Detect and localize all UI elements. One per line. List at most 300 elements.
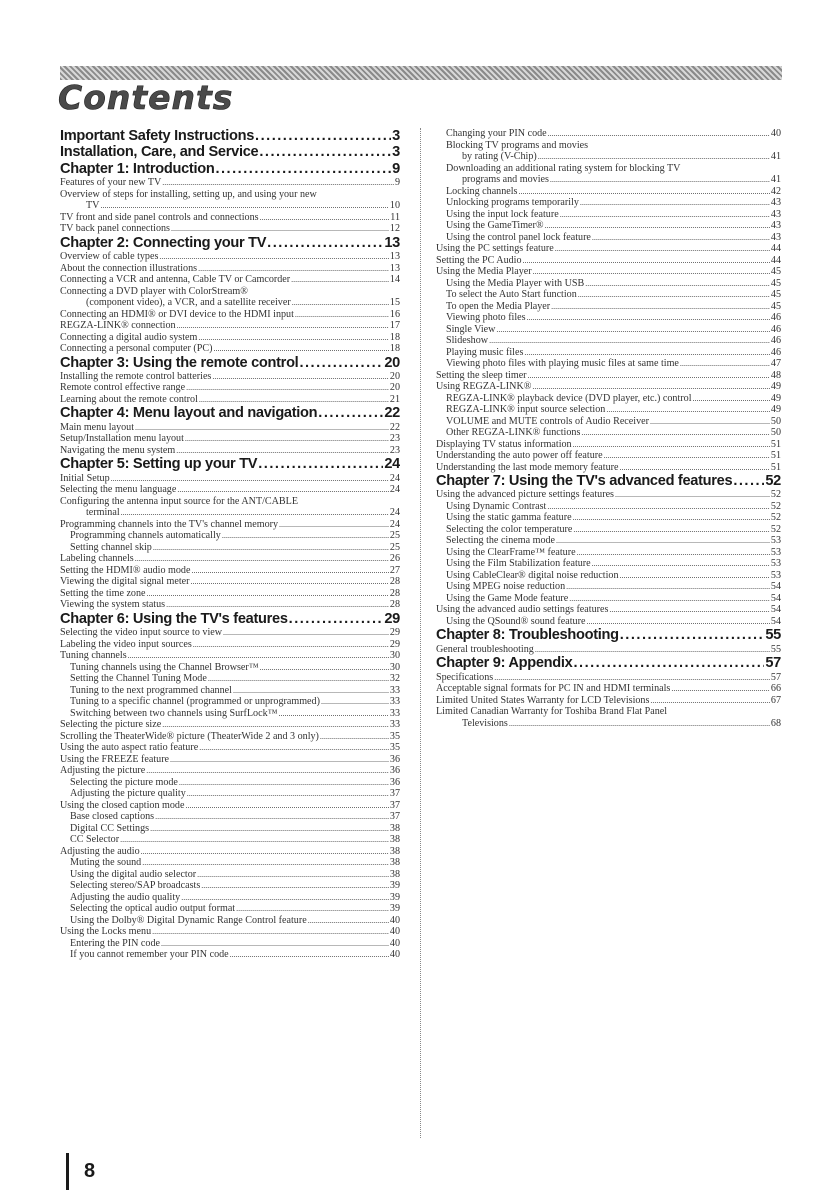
toc-entry[interactable] [60,507,400,519]
toc-dot-leader [146,765,389,777]
toc-dot-leader [198,332,389,344]
toc-entry[interactable] [436,128,781,140]
toc-entry[interactable] [436,220,781,232]
toc-entry-page: 36 [389,765,400,777]
toc-entry[interactable] [436,524,781,536]
toc-entry-title: Using REGZA-LINK® [436,381,532,392]
toc-dot-leader [550,174,770,186]
toc-entry[interactable] [60,542,400,554]
toc-entry-title: Selecting the picture mode [70,776,178,788]
toc-entry-title: Tuning channels using the Channel Browser™ [70,661,259,673]
toc-entry-page: 24 [389,507,400,519]
toc-entry-page: 49 [770,404,781,415]
toc-entry[interactable] [436,512,781,524]
toc-entry-title: Slideshow [446,335,489,346]
toc-entry[interactable] [436,547,781,559]
toc-entry-title: terminal [86,507,120,519]
toc-entry-title: Remote control effective range [60,382,186,394]
toc-entry[interactable] [436,404,781,416]
toc-entry-title: REGZA-LINK® connection [60,320,176,332]
toc-entry[interactable] [436,243,781,255]
toc-entry[interactable] [60,433,400,445]
toc-entry[interactable] [436,151,781,163]
toc-entry-title: Using the PC settings feature [436,243,554,254]
toc-entry[interactable] [60,263,400,275]
toc-entry[interactable] [436,644,781,656]
toc-entry[interactable] [60,274,400,286]
toc-dot-leader [733,473,764,489]
toc-entry-title: Blocking TV programs and movies [446,139,589,151]
toc-dot-leader [215,161,391,177]
toc-dot-leader [527,312,770,324]
toc-entry[interactable] [60,685,400,697]
toc-dot-leader [236,903,389,915]
toc-dot-leader [159,251,389,263]
toc-entry[interactable] [60,650,400,662]
toc-entry-title: Connecting an HDMI® or DVI device to the HDMI input [60,308,294,320]
toc-entry-page: 13 [389,251,400,263]
toc-dot-leader [279,708,389,720]
toc-entry[interactable] [60,177,400,189]
toc-dot-leader [198,263,389,275]
toc-entry-title: TV front and side panel controls and connections [60,211,259,223]
toc-entry-page: 66 [770,683,781,695]
toc-dot-leader [528,370,770,382]
toc-entry-title: Setup/Installation menu layout [60,433,184,445]
toc-entry-title: Viewing the system status [60,599,166,611]
toc-chapter-entry[interactable] [60,611,400,627]
toc-dot-leader [186,382,389,394]
toc-dot-leader [120,834,389,846]
toc-entry-title: Using the FREEZE feature [60,753,170,765]
toc-entry[interactable] [60,926,400,938]
toc-dot-leader [615,489,770,501]
toc-dot-leader [604,450,770,462]
toc-dot-leader [538,151,770,163]
toc-dot-leader [100,200,388,212]
toc-entry[interactable] [436,232,781,244]
toc-chapter-entry[interactable] [60,456,400,472]
toc-entry[interactable] [60,777,400,789]
toc-entry-page: 45 [770,289,781,300]
toc-dot-leader [161,938,389,950]
page-number: 8 [84,1160,96,1182]
toc-entry[interactable] [60,200,400,212]
toc-entry-title: Viewing photo files [446,312,526,323]
toc-entry[interactable] [436,718,781,730]
toc-entry[interactable] [60,484,400,496]
toc-entry-title: Switching between two channels using SurfLock™ [70,707,278,719]
toc-entry[interactable] [436,186,781,198]
toc-entry[interactable] [436,393,781,405]
toc-entry[interactable] [436,335,781,347]
toc-entry-page: 53 [770,535,781,547]
toc-entry-title: Using the digital audio selector [70,868,197,880]
toc-entry-page: 10 [389,200,400,212]
toc-entry[interactable] [436,604,781,616]
toc-entry-title: Changing your PIN code [446,128,547,139]
toc-dot-leader [259,144,391,160]
toc-entry[interactable] [60,422,400,434]
toc-entry-title: Navigating the menu system [60,444,176,456]
toc-entry-title: Tuning to a specific channel (programmed or unprogrammed) [70,696,320,708]
toc-entry[interactable] [60,553,400,565]
toc-dot-leader [185,433,389,445]
page-title: Contents [58,78,234,117]
toc-dot-leader [577,547,770,559]
toc-entry[interactable] [60,696,400,708]
toc-entry-title: Locking channels [446,185,518,197]
toc-entry-page: 43 [770,208,781,220]
toc-entry[interactable] [60,320,400,332]
toc-dot-leader [279,519,389,531]
toc-entry-title: Muting the sound [70,857,142,869]
toc-entry[interactable] [436,558,781,570]
toc-entry-page: 43 [770,231,781,243]
toc-entry[interactable] [60,382,400,394]
toc-dot-leader [141,846,389,858]
toc-entry-title: To open the Media Player [446,300,551,312]
toc-entry-page: 41 [770,151,781,162]
toc-dot-leader [693,393,770,405]
toc-chapter-entry[interactable] [60,161,400,177]
toc-entry[interactable] [60,823,400,835]
toc-dot-leader [592,232,770,244]
toc-entry-title: Using the GameTimer® [446,220,544,231]
toc-entry-title: Main menu layout [60,421,135,433]
toc-chapter-entry[interactable] [436,627,781,643]
toc-entry-title: Understanding the auto power off feature [436,450,603,461]
toc-dot-leader [318,405,383,421]
toc-entry[interactable] [436,427,781,439]
toc-dot-leader [494,672,770,684]
toc-entry[interactable] [436,209,781,221]
toc-dot-leader [267,235,383,251]
toc-entry[interactable] [60,639,400,651]
toc-entry-page: 22 [389,421,400,433]
toc-entry-title: Setting the HDMI® audio mode [60,564,191,576]
toc-entry-title: Downloading an additional rating system for blocking TV [446,162,681,174]
toc-entry-title: Understanding the last mode memory feature [436,461,619,473]
toc-dot-leader [223,627,389,639]
toc-entry-page: 9 [394,177,400,189]
toc-entry-title: Labeling the video input sources [60,638,192,650]
toc-entry[interactable] [60,811,400,823]
toc-entry-title: Using the static gamma feature [446,512,572,524]
toc-entry[interactable] [436,581,781,593]
toc-entry[interactable] [60,223,400,235]
toc-entry[interactable] [436,489,781,501]
toc-entry[interactable] [60,394,400,406]
toc-entry-title: Entering the PIN code [70,937,160,949]
toc-entry[interactable] [436,416,781,428]
toc-entry-page: 21 [389,393,400,405]
toc-dot-leader [292,297,389,309]
toc-entry[interactable] [436,174,781,186]
toc-chapter-entry[interactable] [60,355,400,371]
toc-entry-title: REGZA-LINK® input source selection [446,404,606,415]
toc-entry-title: Tuning channels [60,650,127,662]
toc-entry[interactable] [60,719,400,731]
toc-entry[interactable] [60,869,400,881]
toc-entry[interactable] [60,742,400,754]
toc-entry-page: 24 [384,456,400,473]
toc-entry[interactable] [60,662,400,674]
toc-entry-page: 45 [770,277,781,289]
toc-entry[interactable] [60,496,400,508]
toc-entry-page: 48 [770,369,781,381]
toc-entry[interactable] [436,140,781,152]
toc-entry-title: Connecting a personal computer (PC) [60,343,213,355]
toc-entry[interactable] [60,708,400,720]
toc-entry[interactable] [60,309,400,321]
toc-entry[interactable] [436,163,781,175]
toc-dot-leader [150,823,389,835]
toc-chapter-entry[interactable] [436,473,781,489]
toc-chapter-entry[interactable] [436,655,781,671]
toc-entry-page: 35 [389,730,400,742]
toc-chapter-entry[interactable] [60,128,400,144]
toc-entry-title: Adjusting the audio [60,845,140,857]
toc-chapter-entry[interactable] [60,235,400,251]
toc-entry[interactable] [60,673,400,685]
toc-entry[interactable] [60,212,400,224]
toc-entry-page: 23 [389,444,400,456]
toc-entry[interactable] [436,616,781,628]
toc-entry-page: 39 [389,891,400,903]
toc-entry-title: Chapter 5: Setting up your TV [60,456,258,473]
toc-entry[interactable] [60,765,400,777]
toc-dot-leader [135,422,389,434]
toc-chapter-entry[interactable] [60,144,400,160]
toc-entry-page: 43 [770,220,781,231]
toc-entry-page: 38 [389,822,400,834]
toc-entry-page: 43 [770,197,781,208]
toc-entry[interactable] [436,450,781,462]
toc-entry-page: 24 [389,484,400,496]
toc-entry-title: Selecting stereo/SAP broadcasts [70,880,201,892]
toc-entry[interactable] [60,332,400,344]
toc-dot-leader [680,358,770,370]
toc-entry[interactable] [60,371,400,383]
toc-dot-leader [258,456,383,472]
toc-entry-title: Chapter 1: Introduction [60,160,215,177]
toc-entry[interactable] [436,570,781,582]
toc-dot-leader [578,289,770,301]
toc-entry-page: 25 [389,541,400,553]
toc-entry[interactable] [60,857,400,869]
toc-dot-leader [650,695,770,707]
toc-dot-leader [230,949,389,961]
toc-entry-page: 24 [389,472,400,484]
toc-dot-leader [535,644,770,656]
toc-entry-page: 28 [389,576,400,588]
toc-entry[interactable] [60,599,400,611]
toc-entry-title: Installing the remote control batteries [60,370,212,382]
toc-entry[interactable] [60,754,400,766]
toc-entry[interactable] [436,255,781,267]
toc-dot-leader [147,588,389,600]
toc-entry-page: 45 [770,300,781,312]
toc-entry-title: Chapter 8: Troubleshooting [436,627,619,644]
toc-entry[interactable] [436,672,781,684]
toc-entry[interactable] [60,189,400,201]
toc-dot-leader [489,335,770,347]
toc-entry[interactable] [436,381,781,393]
toc-entry-page: 28 [389,599,400,611]
toc-dot-leader [496,324,770,336]
toc-entry-page: 47 [770,358,781,369]
toc-entry-page: 30 [389,661,400,673]
toc-entry-page: 36 [389,776,400,788]
toc-entry-title: Using the input lock feature [446,208,559,220]
toc-entry-title: Acceptable signal formats for PC IN and HDMI terminals [436,683,671,695]
toc-entry[interactable] [60,892,400,904]
toc-entry[interactable] [60,949,400,961]
toc-entry[interactable] [60,576,400,588]
toc-entry[interactable] [436,278,781,290]
toc-entry[interactable] [60,903,400,915]
toc-dot-leader [260,662,389,674]
toc-entry-title: Using the auto aspect ratio feature [60,742,199,754]
toc-dot-leader [566,581,770,593]
toc-entry-page: 35 [389,742,400,754]
toc-entry-title: Adjusting the picture quality [70,788,186,800]
toc-entry-title: Using the Film Stabilization feature [446,558,591,570]
toc-entry[interactable] [60,938,400,950]
toc-entry-title: Using the Locks menu [60,926,152,938]
toc-entry-title: Scrolling the TheaterWide® picture (TheaterWide 2 and 3 only) [60,730,319,742]
toc-dot-leader [545,220,770,232]
toc-dot-leader [171,223,389,235]
toc-entry[interactable] [60,473,400,485]
toc-entry-title: Selecting the video input source to view [60,627,223,639]
toc-dot-leader [573,655,764,671]
toc-entry-title: Selecting the color temperature [446,523,573,535]
toc-dot-leader [255,128,391,144]
toc-entry-title: Chapter 3: Using the remote control [60,354,299,371]
toc-entry[interactable] [436,324,781,336]
toc-entry[interactable] [436,358,781,370]
toc-entry-page: 50 [770,427,781,438]
toc-entry-title: Playing music files [446,346,524,358]
toc-entry[interactable] [436,501,781,513]
toc-entry-page: 40 [389,949,400,961]
toc-entry[interactable] [436,312,781,324]
toc-entry[interactable] [436,695,781,707]
toc-entry-page: 38 [389,857,400,869]
toc-entry-title: Chapter 2: Connecting your TV [60,234,267,251]
toc-entry-title: Selecting the optical audio output format [70,903,236,915]
toc-entry[interactable] [60,251,400,263]
toc-dot-leader [190,576,388,588]
toc-entry[interactable] [60,519,400,531]
toc-entry-page: 33 [389,696,400,708]
toc-entry-page: 53 [770,558,781,570]
toc-entry[interactable] [60,880,400,892]
toc-entry-page: 52 [770,523,781,535]
toc-dot-leader [321,696,389,708]
toc-entry-title: If you cannot remember your PIN code [70,949,229,961]
toc-entry-page: 57 [770,671,781,683]
toc-entry-title: Using the closed caption mode [60,799,185,811]
toc-entry[interactable] [60,800,400,812]
toc-entry-page: 27 [389,564,400,576]
toc-entry[interactable] [436,370,781,382]
toc-entry[interactable] [60,834,400,846]
toc-entry-page: 68 [770,717,781,729]
toc-entry[interactable] [436,683,781,695]
toc-entry[interactable] [436,593,781,605]
toc-entry[interactable] [436,289,781,301]
toc-dot-leader [193,639,389,651]
toc-entry-page: 40 [389,914,400,926]
toc-entry-title: Selecting the picture size [60,719,162,731]
toc-entry-page: 3 [392,144,400,161]
toc-entry[interactable] [60,846,400,858]
toc-chapter-entry[interactable] [60,405,400,421]
toc-entry-title: Using the ClearFrame™ feature [446,546,576,558]
toc-entry[interactable] [436,266,781,278]
toc-entry-page: 24 [389,518,400,530]
toc-dot-leader [191,565,388,577]
toc-entry[interactable] [60,286,400,298]
toc-entry[interactable] [60,588,400,600]
toc-entry[interactable] [60,565,400,577]
toc-entry-page: 54 [770,592,781,604]
toc-entry-page: 52 [765,473,781,489]
toc-dot-leader [181,892,389,904]
toc-entry-page: 29 [384,610,400,627]
toc-entry[interactable] [436,535,781,547]
toc-entry[interactable] [60,788,400,800]
toc-entry-title: Learning about the remote control [60,393,198,405]
toc-entry[interactable] [60,445,400,457]
toc-entry[interactable] [436,462,781,474]
toc-entry[interactable] [60,915,400,927]
toc-entry-title: Important Safety Instructions [60,128,255,144]
toc-entry-title: Other REGZA-LINK® functions [446,427,581,438]
toc-entry-title: TV [86,200,100,212]
toc-entry[interactable] [60,627,400,639]
toc-entry-title: Programming channels into the TV's channel memory [60,518,279,530]
toc-entry-page: 13 [389,262,400,274]
toc-dot-leader [135,553,389,565]
toc-dot-leader [212,371,389,383]
toc-entry[interactable] [60,297,400,309]
toc-entry-page: 50 [770,415,781,427]
toc-entry[interactable] [60,530,400,542]
toc-entry-title: Adjusting the picture [60,765,146,777]
toc-entry[interactable] [436,439,781,451]
toc-entry-page: 52 [770,489,781,501]
toc-dot-leader [179,777,389,789]
toc-entry[interactable] [436,301,781,313]
toc-entry[interactable] [436,197,781,209]
toc-entry[interactable] [60,343,400,355]
toc-entry[interactable] [436,347,781,359]
toc-entry[interactable] [436,706,781,718]
toc-entry-page: 16 [389,308,400,320]
toc-entry[interactable] [60,731,400,743]
toc-dot-leader [185,800,388,812]
toc-entry-title: Adjusting the audio quality [70,891,181,903]
toc-entry-page: 55 [765,627,781,644]
toc-dot-leader [532,381,769,393]
toc-entry-page: 32 [389,673,400,685]
toc-entry-page: 51 [770,450,781,461]
toc-entry-title: CC Selector [70,834,120,846]
